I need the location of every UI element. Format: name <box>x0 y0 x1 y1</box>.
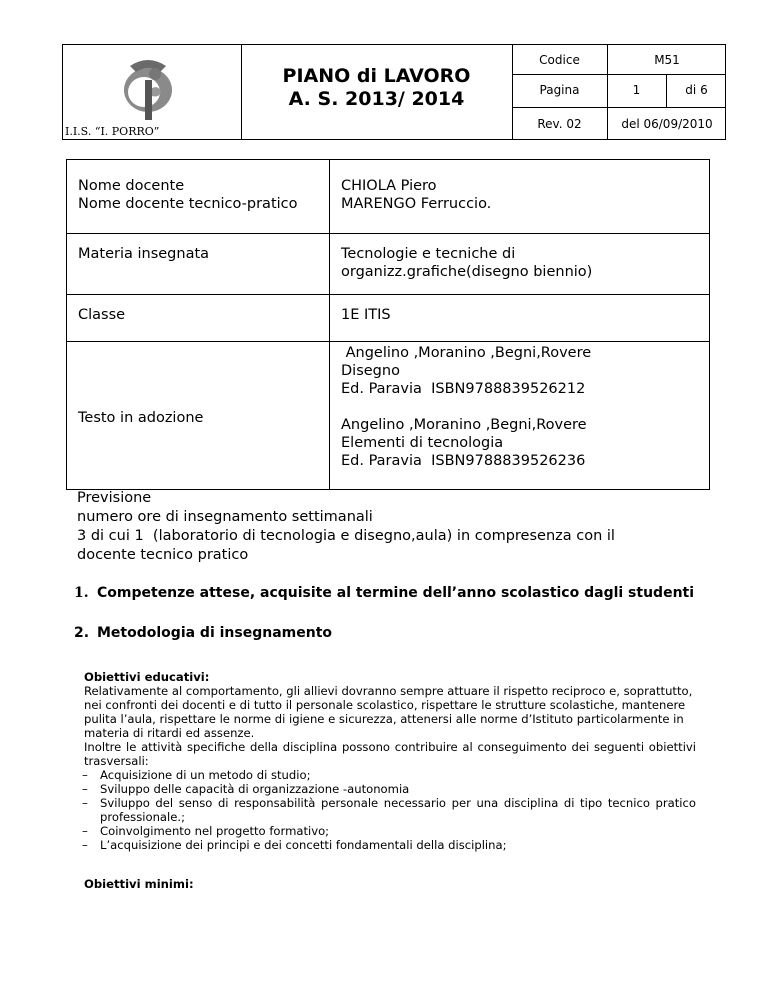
school-logo-icon <box>108 52 188 124</box>
obiettivi-minimi <box>84 877 696 891</box>
previsione-line: numero ore di insegnamento settimanali <box>77 509 373 525</box>
docente-value-cell <box>330 160 710 234</box>
classe-label: Classe <box>67 295 330 342</box>
section-2-heading <box>74 625 333 641</box>
section-1-title: Competenze attese, acquisite al termine dell’anno scolastico dagli studenti <box>97 585 695 601</box>
section-1-number: 1. <box>74 585 89 601</box>
list-item: – L’acquisizione dei principi e dei concetti fondamentali della disciplina; <box>84 838 696 852</box>
section-2-number: 2. <box>74 625 90 641</box>
table-row <box>67 160 710 234</box>
pagina-value: 1 <box>632 83 641 97</box>
materia-label: Materia insegnata <box>67 234 330 295</box>
list-item: – Sviluppo del senso di responsabilità personale necessario per una disciplina di tipo tecnico pratico professionale.; <box>84 796 696 824</box>
docente-label-cell <box>67 160 330 234</box>
previsione-line: Previsione <box>77 490 152 506</box>
pagina-label: Pagina <box>539 83 580 97</box>
section-1-heading <box>74 585 695 601</box>
previsione-block <box>77 489 717 565</box>
obiettivi-list <box>84 768 696 852</box>
previsione-line: 3 di cui 1 (laboratorio di tecnologia e disegno,aula) in compresenza con il <box>77 528 615 544</box>
list-item: – Sviluppo delle capacità di organizzazione -autonomia <box>84 782 696 796</box>
table-row <box>67 234 710 295</box>
previsione-line: docente tecnico pratico <box>77 547 249 563</box>
docente-label: Nome docente <box>78 178 185 194</box>
table-row <box>67 295 710 342</box>
obiettivi-educativi <box>84 670 696 852</box>
book2-publisher: Ed. Paravia ISBN9788839526236 <box>341 453 586 469</box>
materia-value-cell <box>330 234 710 295</box>
revision-label: Rev. 02 <box>537 117 582 131</box>
book2-title: Elementi di tecnologia <box>341 435 504 451</box>
obiettivi-educativi-title: Obiettivi educativi: <box>84 670 210 684</box>
obiettivi-paragraph: Relativamente al comportamento, gli allievi dovranno sempre attuare il rispetto reciproco e, soprattutto, nei confronti dei docenti e di tutto il personale scolastico, rispettare le strutture scolastiche, mantenere pulita l’aula, rispettare le norme di igiene e sicurezza, attenersi alle norme d’Istituto particolarmente in materia di ritardi ed assenze. <box>84 684 693 740</box>
book2-authors: Angelino ,Moranino ,Begni,Rovere <box>341 417 587 433</box>
book1-title: Disegno <box>341 363 400 379</box>
docente-tecnico-value: MARENGO Ferruccio. <box>341 196 492 212</box>
docente-tecnico-label: Nome docente tecnico-pratico <box>78 196 298 212</box>
obiettivi-minimi-title: Obiettivi minimi: <box>84 877 194 891</box>
book1-authors: Angelino ,Moranino ,Begni,Rovere <box>341 345 592 361</box>
pagina-total: di 6 <box>685 83 708 97</box>
section-2-title: Metodologia di insegnamento <box>97 625 333 641</box>
info-table <box>66 159 710 490</box>
classe-value: 1E ITIS <box>330 295 710 342</box>
codice-value: M51 <box>654 53 680 67</box>
testo-label: Testo in adozione <box>67 342 330 490</box>
school-name: I.I.S. “I. PORRO” <box>65 125 160 138</box>
docente-value: CHIOLA Piero <box>341 178 437 194</box>
revision-date: del 06/09/2010 <box>621 117 713 131</box>
obiettivi-paragraph: Inoltre le attività specifiche della disciplina possono contribuire al conseguimento dei seguenti obiettivi trasversali: <box>84 740 696 768</box>
codice-label: Codice <box>539 53 580 67</box>
materia-value-line1: Tecnologie e tecniche di <box>341 246 516 262</box>
title-line-1: PIANO di LAVORO <box>282 65 471 87</box>
testo-value-cell <box>330 342 710 490</box>
materia-value-line2: organizz.grafiche(disegno biennio) <box>341 264 593 280</box>
book1-publisher: Ed. Paravia ISBN9788839526212 <box>341 381 586 397</box>
document-header <box>62 44 726 140</box>
table-row <box>67 342 710 490</box>
list-item: – Acquisizione di un metodo di studio; <box>84 768 696 782</box>
list-item: – Coinvolgimento nel progetto formativo; <box>84 824 696 838</box>
title-line-2: A. S. 2013/ 2014 <box>288 88 465 110</box>
page-title <box>241 65 512 111</box>
